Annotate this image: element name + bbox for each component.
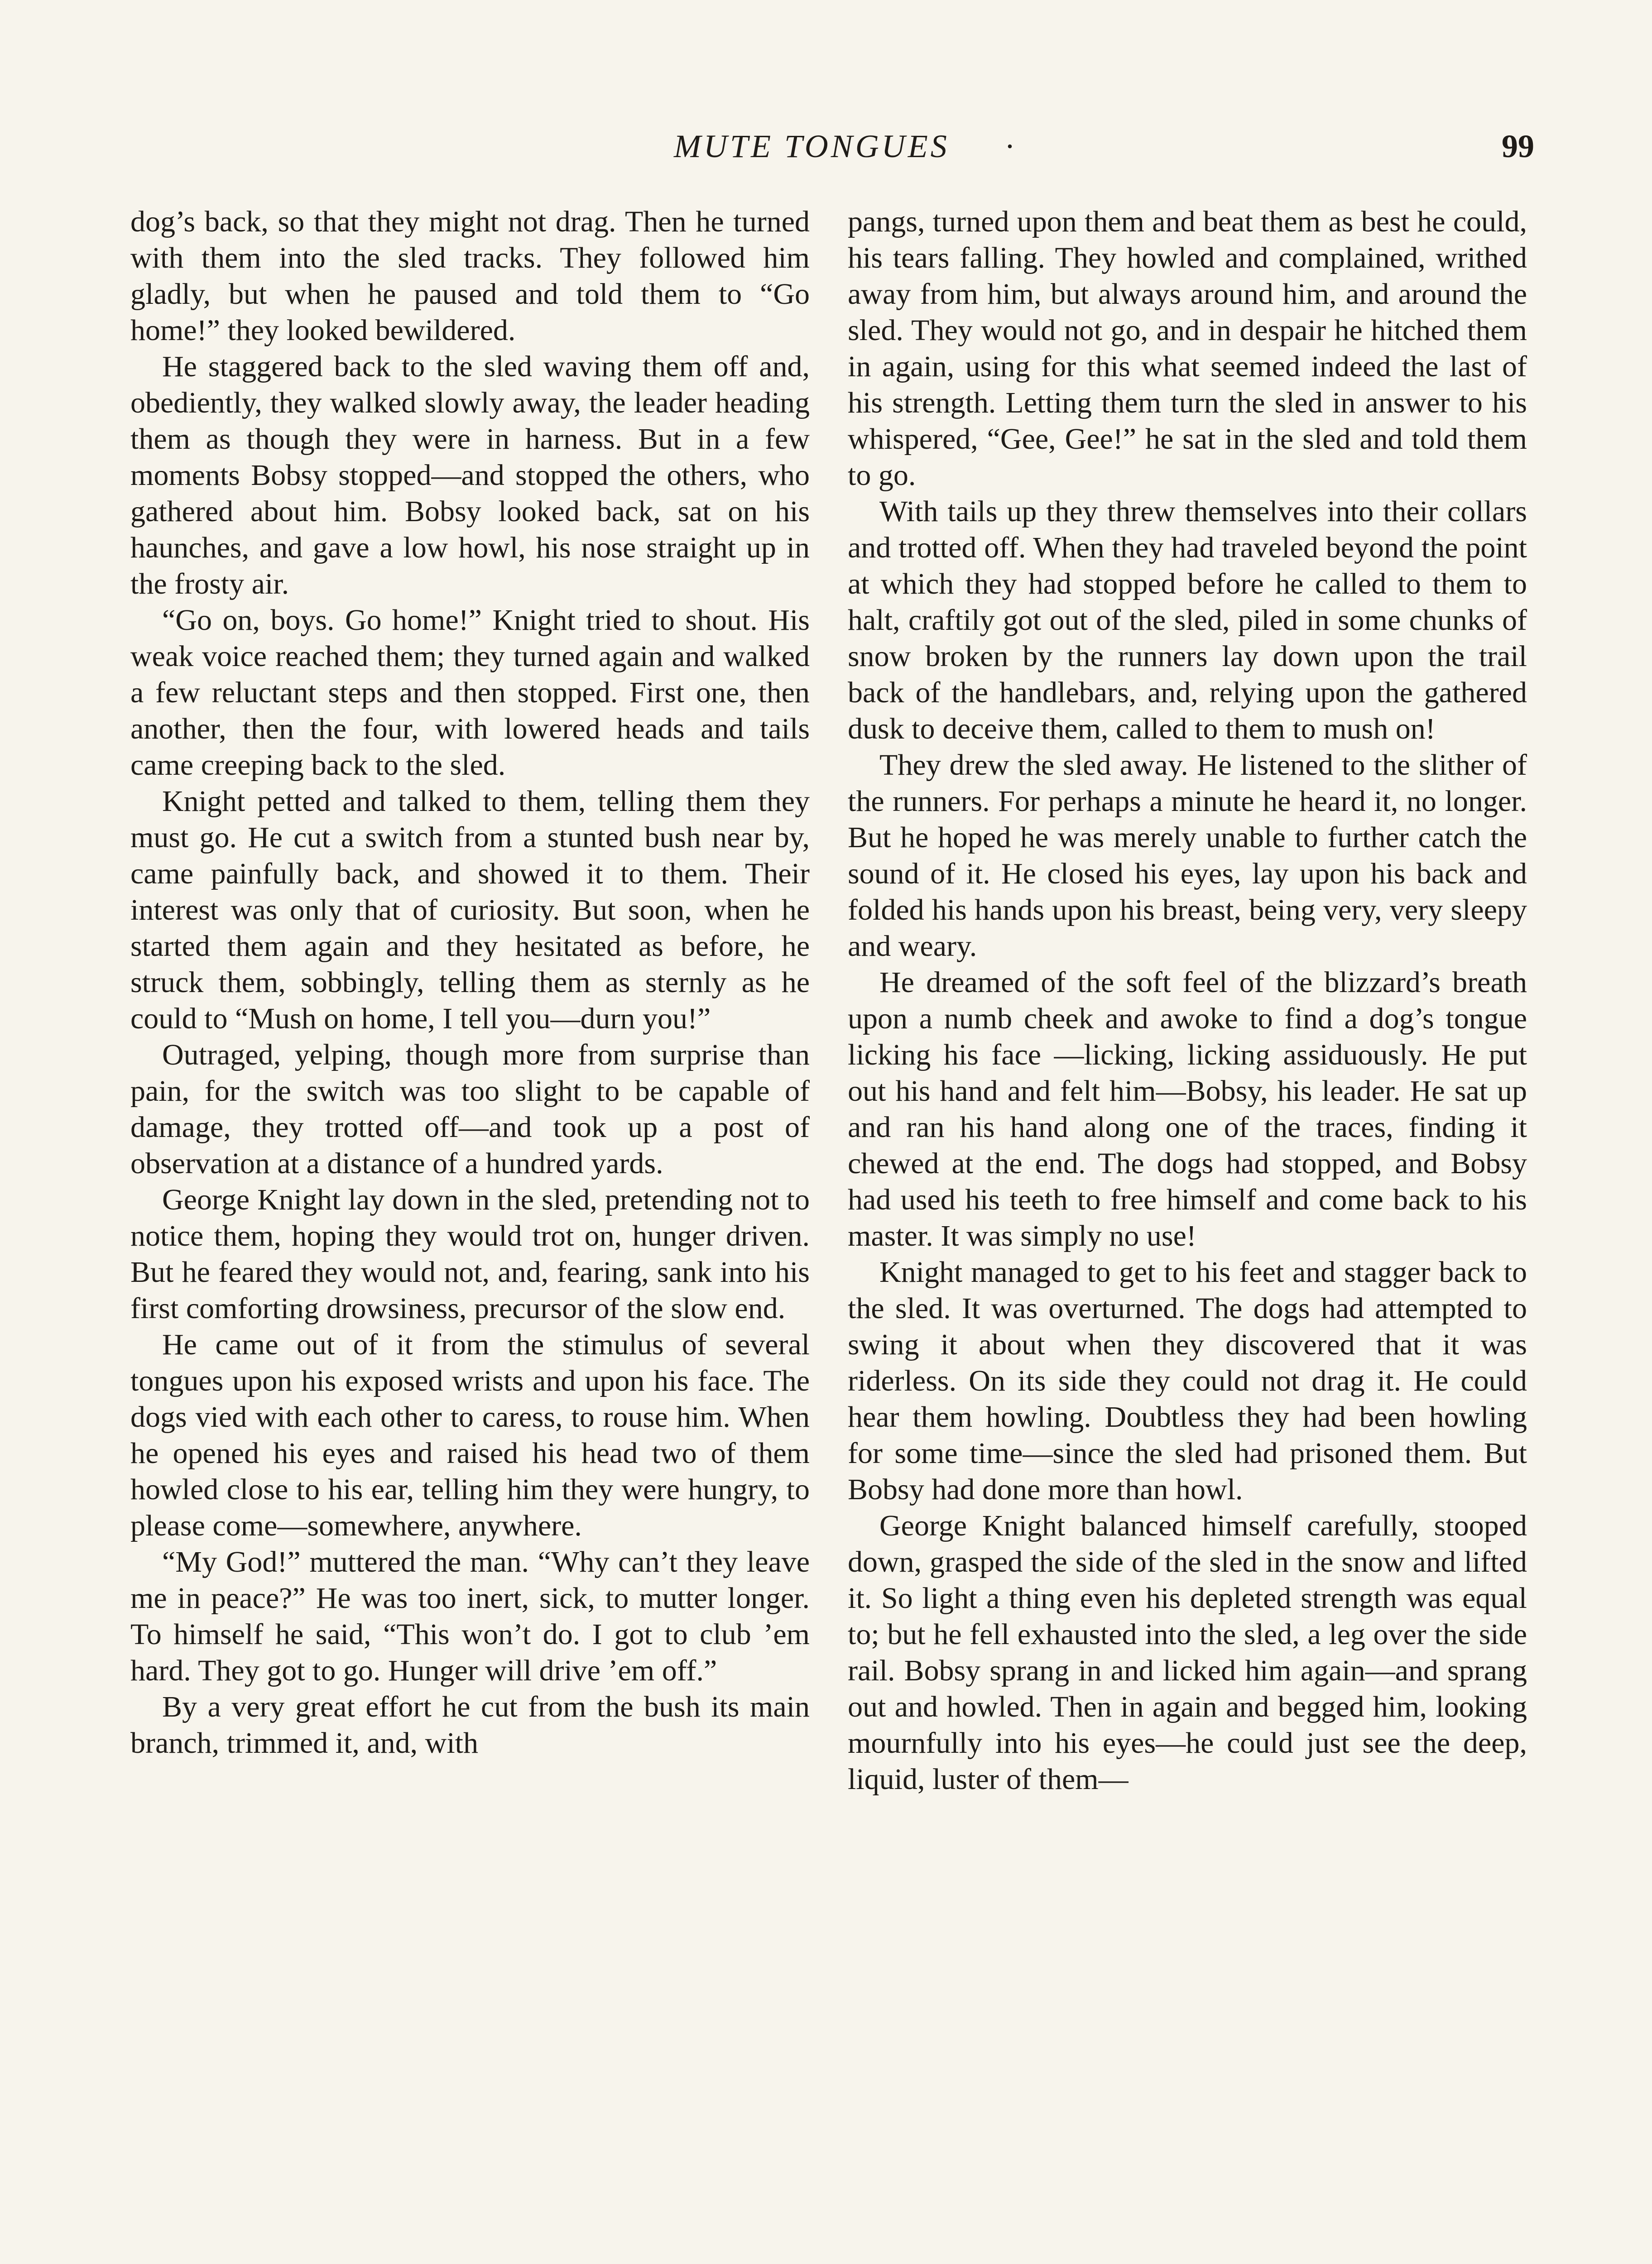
- paragraph: pangs, turned upon them and beat them as best he could, his tears falling. They howled and complained, writhed away from him, but always around him, and around the sled. They would not go, and in despair he hitched them in again, using for this what seemed indeed the last of his strength. Letting them turn the sled in answer to his whispered, “Gee, Gee!” he sat in the sled and told them to go.: [848, 205, 1527, 492]
- paragraph: By a very great effort he cut from the bush its main branch, trimmed it, and, with: [130, 1690, 810, 1760]
- paragraph: Knight petted and talked to them, telling them they must go. He cut a switch from a stunted bush near by, came painfully back, and showed it to them. Their interest was only that of curiosity. But soon, when he started them again and they hesitated as before, he struck them, sobbingly, telling them as sternly as he could to “Mush on home, I tell you—durn you!”: [130, 785, 810, 1035]
- paragraph: He staggered back to the sled waving them off and, obediently, they walked slowly away, the leader heading them as though they were in harness. But in a few moments Bobsy stopped—and stopped the others, who gathered about him. Bobsy looked back, sat on his haunches, and gave a low howl, his nose straight up in the frosty air.: [130, 350, 810, 600]
- article-body: [130, 204, 1527, 2264]
- right-column: [848, 204, 1527, 1798]
- paragraph: He dreamed of the soft feel of the blizzard’s breath upon a numb cheek and awoke to find a dog’s tongue licking his face —licking, licking assiduously. He put out his hand and felt him—Bobsy, his leader. He sat up and ran his hand along one of the traces, finding it chewed at the end. The dogs had stopped, and Bobsy had used his teeth to free himself and come back to his master. It was simply no use!: [848, 966, 1527, 1252]
- paragraph: dog’s back, so that they might not drag. Then he turned with them into the sled tracks. They followed him gladly, but when he paused and told them to “Go home!” they looked bewildered.: [130, 205, 810, 347]
- paragraph: They drew the sled away. He listened to the slither of the runners. For perhaps a minute he heard it, no longer. But he hoped he was merely unable to further catch the sound of it. He closed his eyes, lay upon his back and folded his hands upon his breast, being very, very sleepy and weary.: [848, 748, 1527, 963]
- header-separator: ·: [1004, 128, 1015, 164]
- paragraph: “My God!” muttered the man. “Why can’t they leave me in peace?” He was too inert, sick, to mutter longer. To himself he said, “This won’t do. I got to club ’em hard. They got to go. Hunger will drive ’em off.”: [130, 1545, 810, 1687]
- running-title: MUTE TONGUES: [674, 128, 950, 164]
- page-number: 99: [1502, 128, 1534, 164]
- left-column: [130, 204, 810, 1761]
- page-header: [130, 123, 1534, 177]
- paragraph: Outraged, yelping, though more from surprise than pain, for the switch was too slight to be capable of damage, they trotted off—and took up a post of observation at a distance of a hundred yards.: [130, 1038, 810, 1180]
- paragraph: “Go on, boys. Go home!” Knight tried to shout. His weak voice reached them; they turned again and walked a few reluctant steps and then stopped. First one, then another, then the four, with lowered heads and tails came creeping back to the sled.: [130, 604, 810, 782]
- paragraph: George Knight balanced himself carefully, stooped down, grasped the side of the sled in the snow and lifted it. So light a thing even his depleted strength was equal to; but he fell exhausted into the sled, a leg over the side rail. Bobsy sprang in and licked him again—and sprang out and howled. Then in again and begged him, looking mournfully into his eyes—he could just see the deep, liquid, luster of them—: [848, 1509, 1527, 1796]
- paragraph: He came out of it from the stimulus of several tongues upon his exposed wrists and upon his face. The dogs vied with each other to caress, to rouse him. When he opened his eyes and raised his head two of them howled close to his ear, telling him they were hungry, to please come—somewhere, anywhere.: [130, 1328, 810, 1542]
- paragraph: Knight managed to get to his feet and stagger back to the sled. It was overturned. The dogs had attempted to swing it about when they discovered that it was riderless. On its side they could not drag it. He could hear them howling. Doubtless they had been howling for some time—since the sled had prisoned them. But Bobsy had done more than howl.: [848, 1256, 1527, 1506]
- paragraph: With tails up they threw themselves into their collars and trotted off. When they had traveled beyond the point at which they had stopped before he called to them to halt, craftily got out of the sled, piled in some chunks of snow broken by the runners lay down upon the trail back of the handlebars, and, relying upon the gathered dusk to deceive them, called to them to mush on!: [848, 495, 1527, 745]
- paragraph: George Knight lay down in the sled, pretending not to notice them, hoping they would trot on, hunger driven. But he feared they would not, and, fearing, sank into his first comforting drowsiness, precursor of the slow end.: [130, 1183, 810, 1325]
